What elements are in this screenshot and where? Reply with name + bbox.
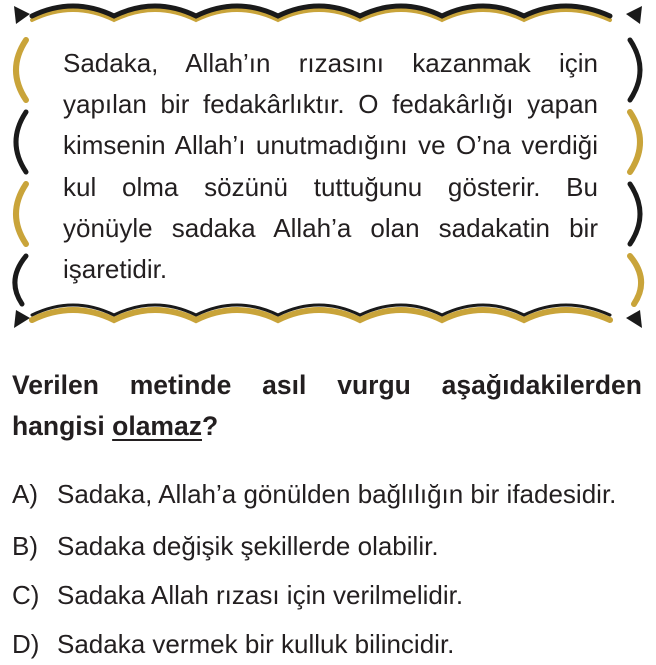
question-text [12, 365, 642, 447]
question-text-after: ? [201, 411, 219, 441]
option-text: Sadaka, Allah’a gönülden bağlılığın bir ifadesidir. [57, 479, 617, 509]
frame-bottom-border [32, 305, 610, 320]
option-text: Sadaka değişik şekillerde olabilir. [57, 531, 439, 561]
option-letter: B) [12, 531, 38, 561]
answer-option-a[interactable] [12, 479, 616, 509]
option-text: Sadaka Allah rızası için verilmelidir. [57, 580, 464, 610]
question-text-before: Verilen metinde asıl vurgu aşağıdakilerden hangisi [12, 370, 642, 441]
option-letter: D) [12, 629, 40, 659]
frame-left-border [15, 40, 26, 304]
frame-right-border [630, 40, 641, 304]
answer-option-d[interactable] [12, 629, 454, 659]
option-text: Sadaka vermek bir kulluk bilincidir. [57, 629, 455, 659]
answer-option-c[interactable] [12, 580, 463, 610]
option-letter: A) [12, 479, 38, 509]
option-letter: C) [12, 580, 40, 610]
question-negation-underlined: olamaz [112, 411, 202, 441]
passage-text: Sadaka, Allah’ın rızasını kazanmak için yapılan bir fedakârlıktır. O fedakârlığı yapan kimsenin Allah’ı unutmadığını ve O’na verdiği kul olma sözünü tuttuğunu gösterir. Bu yönüyle sadaka Allah’a olan sadakatin bir işaretidir. [63, 48, 598, 285]
frame-top-border [32, 6, 610, 20]
answer-option-b[interactable] [12, 531, 439, 561]
